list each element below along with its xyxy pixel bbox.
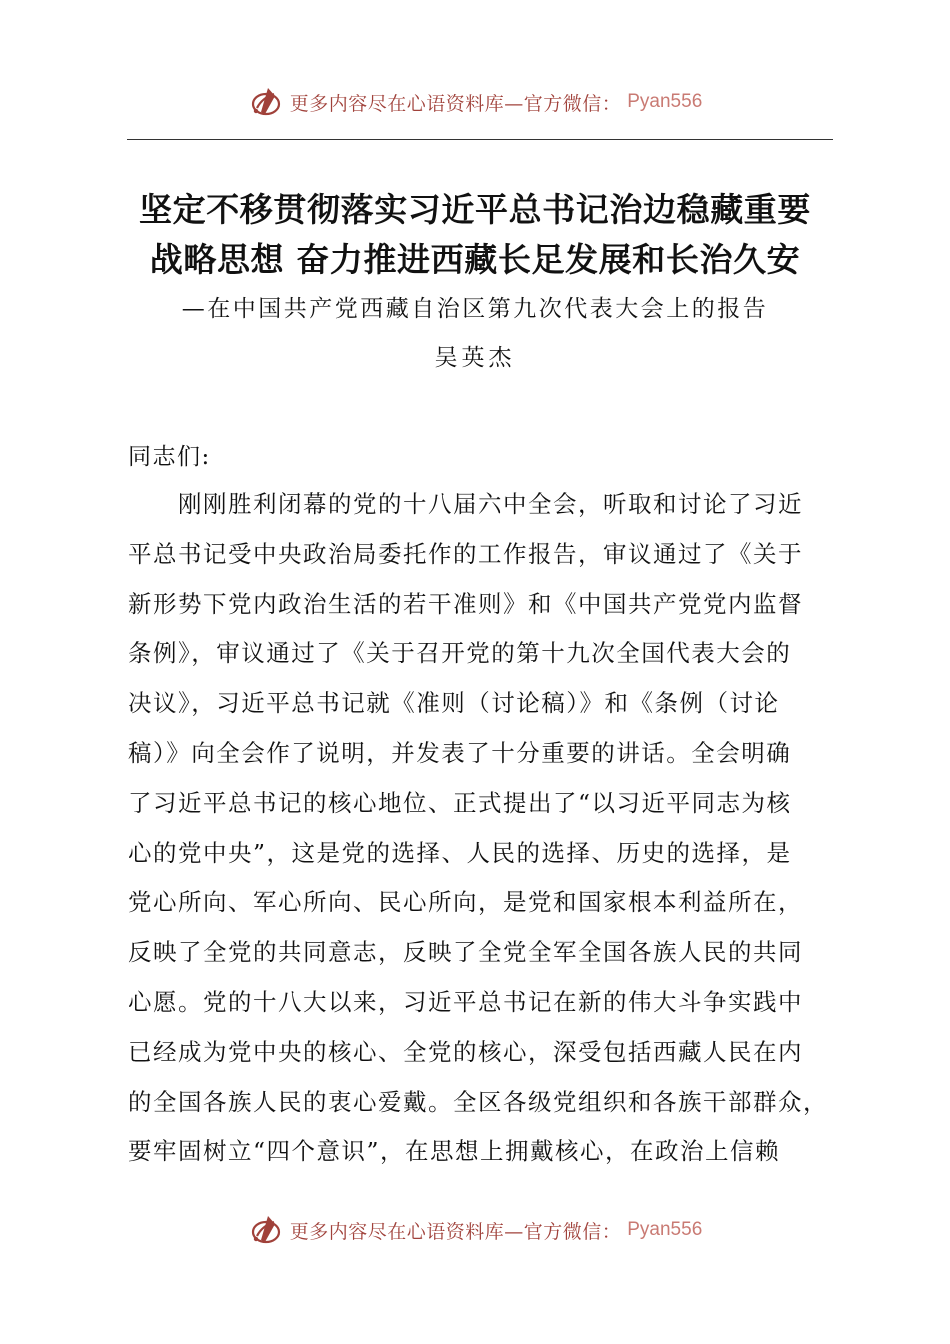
body-line: 刚刚胜利闭幕的党的十八届六中全会，听取和讨论了习近 [178, 490, 803, 518]
body-line: 反映了全党的共同意志，反映了全党全军全国各族人民的共同 [128, 938, 803, 967]
watermark-text: 更多内容尽在心语资料库—官方微信： [289, 92, 622, 115]
watermark-wechat-id: Pyan556 [627, 1219, 703, 1240]
body-line: 决议》，习近平总书记就《准则（讨论稿）》和《条例（讨论 [128, 689, 780, 718]
salutation: 同志们: [128, 444, 211, 470]
pen-and-scroll-logo-icon [248, 1212, 284, 1248]
header-watermark [0, 84, 950, 120]
body-line: 的全国各族人民的衷心爱戴。全区各级党组织和各族干部群众， [128, 1087, 828, 1116]
document-subtitle: —在中国共产党西藏自治区第九次代表大会上的报告 [181, 296, 769, 322]
footer-watermark [0, 1212, 950, 1248]
header-divider [127, 139, 833, 140]
body-line: 新形势下党内政治生活的若干准则》和《中国共产党党内监督 [128, 589, 803, 618]
pen-and-scroll-logo-icon [248, 84, 284, 120]
body-line: 心的党中央”，这是党的选择、人民的选择、历史的选择，是 [128, 838, 792, 867]
body-line: 平总书记受中央政治局委托作的工作报告，审议通过了《关于 [128, 539, 803, 568]
body-line: 了习近平总书记的核心地位、正式提出了“以习近平同志为核 [128, 788, 792, 817]
document-title-line-1: 坚定不移贯彻落实习近平总书记治边稳藏重要 [139, 190, 811, 229]
body-paragraph [128, 480, 828, 1177]
body-line: 心愿。党的十八大以来，习近平总书记在新的伟大斗争实践中 [128, 987, 803, 1016]
body-line: 要牢固树立“四个意识”，在思想上拥戴核心，在政治上信赖 [128, 1137, 781, 1166]
body-line: 稿）》向全会作了说明，并发表了十分重要的讲话。全会明确 [128, 738, 792, 767]
document-author: 吴英杰 [434, 345, 516, 371]
body-line: 党心所向、军心所向、民心所向，是党和国家根本利益所在， [128, 888, 803, 917]
body-line: 已经成为党中央的核心、全党的核心，深受包括西藏人民在内 [128, 1037, 803, 1066]
watermark-wechat-id: Pyan556 [627, 91, 703, 112]
document-title-line-2: 战略思想 奋力推进西藏长足发展和长治久安 [149, 240, 801, 279]
watermark-text: 更多内容尽在心语资料库—官方微信： [289, 1220, 622, 1243]
body-line: 条例》，审议通过了《关于召开党的第十九次全国代表大会的 [128, 639, 792, 668]
